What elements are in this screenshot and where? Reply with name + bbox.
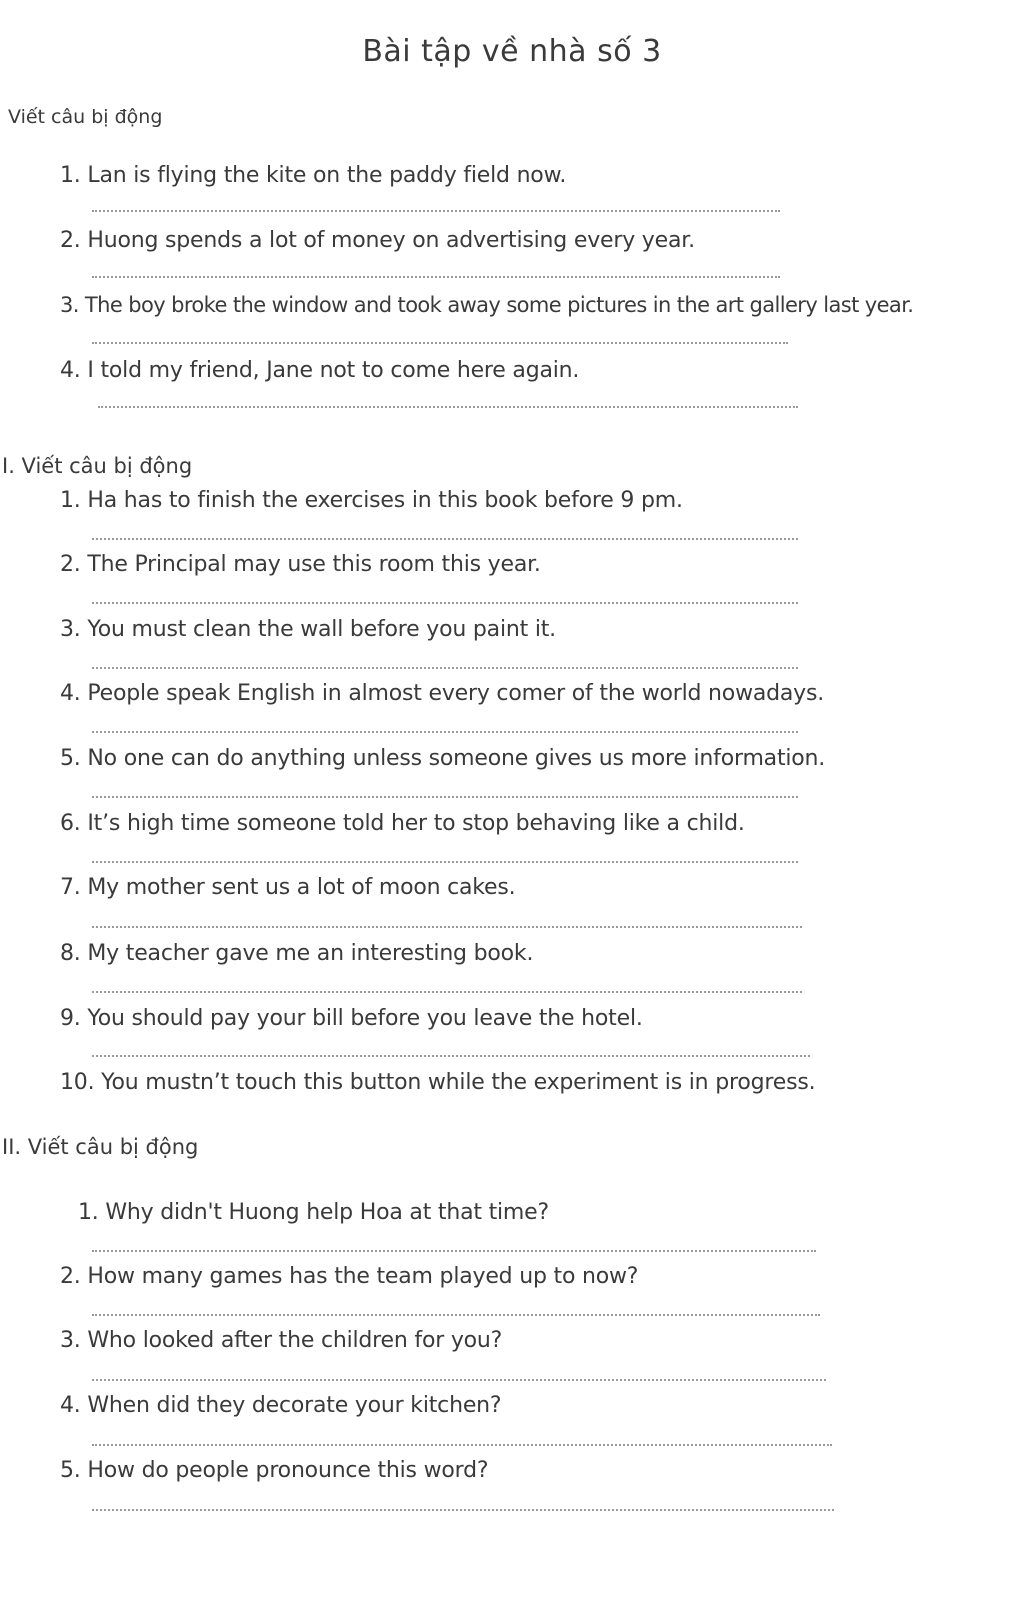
answer-line xyxy=(92,991,802,993)
section-1-question-3: 3. The boy broke the window and took away some pictures in the art gallery last year. xyxy=(60,293,914,317)
answer-line xyxy=(92,1055,810,1057)
section-2-question-1: 1. Ha has to finish the exercises in this book before 9 pm. xyxy=(60,488,683,513)
answer-line xyxy=(92,276,780,278)
answer-line xyxy=(98,406,798,408)
answer-line xyxy=(92,342,788,344)
answer-line xyxy=(92,667,798,669)
section-1-question-1: 1. Lan is flying the kite on the paddy field now. xyxy=(60,163,567,188)
answer-line xyxy=(92,796,798,798)
section-2-question-2: 2. The Principal may use this room this year. xyxy=(60,552,541,577)
section-2-question-9: 9. You should pay your bill before you leave the hotel. xyxy=(60,1006,643,1031)
answer-line xyxy=(92,210,780,212)
section-3-question-3: 3. Who looked after the children for you? xyxy=(60,1328,503,1353)
section-1-question-4: 4. I told my friend, Jane not to come here again. xyxy=(60,358,580,383)
section-3-question-2: 2. How many games has the team played up to now? xyxy=(60,1264,639,1289)
section-3-question-5: 5. How do people pronounce this word? xyxy=(60,1458,489,1483)
section-2-question-8: 8. My teacher gave me an interesting book. xyxy=(60,941,534,966)
answer-line xyxy=(92,1250,816,1252)
section-2-question-7: 7. My mother sent us a lot of moon cakes. xyxy=(60,875,516,900)
answer-line xyxy=(92,538,798,540)
section-3-heading: II. Viết câu bị động xyxy=(2,1135,199,1159)
answer-line xyxy=(92,602,798,604)
section-2-question-6: 6. It’s high time someone told her to stop behaving like a child. xyxy=(60,811,745,836)
answer-line xyxy=(92,1444,832,1446)
section-2-question-4: 4. People speak English in almost every comer of the world nowadays. xyxy=(60,681,825,706)
answer-line xyxy=(92,1379,826,1381)
page-title: Bài tập về nhà số 3 xyxy=(362,34,662,69)
answer-line xyxy=(92,861,798,863)
answer-line xyxy=(92,1314,820,1316)
answer-line xyxy=(92,926,802,928)
section-2-heading: I. Viết câu bị động xyxy=(2,454,193,478)
section-2-question-3: 3. You must clean the wall before you paint it. xyxy=(60,617,556,642)
section-3-question-4: 4. When did they decorate your kitchen? xyxy=(60,1393,502,1418)
answer-line xyxy=(92,1509,834,1511)
answer-line xyxy=(92,731,798,733)
section-3-question-1: 1. Why didn't Huong help Hoa at that time? xyxy=(78,1200,549,1225)
section-2-question-5: 5. No one can do anything unless someone gives us more information. xyxy=(60,746,826,771)
section-1-heading: Viết câu bị động xyxy=(8,106,163,128)
section-2-question-10: 10. You mustn’t touch this button while the experiment is in progress. xyxy=(60,1070,816,1095)
section-1-question-2: 2. Huong spends a lot of money on advertising every year. xyxy=(60,228,695,253)
